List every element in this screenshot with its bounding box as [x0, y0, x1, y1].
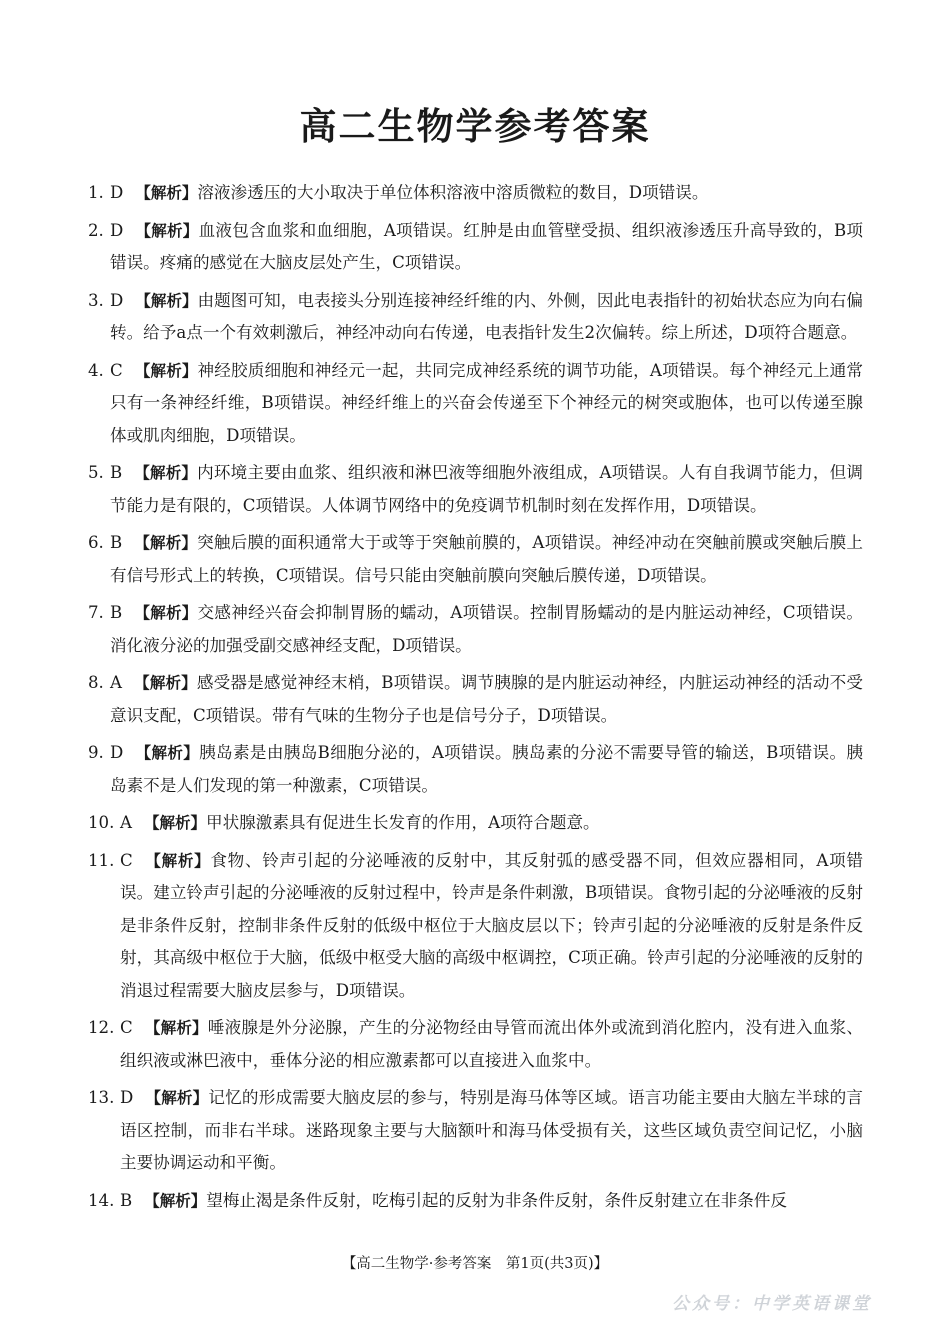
answer-choice: B — [110, 603, 123, 622]
analysis-text: 望梅止渴是条件反射，吃梅引起的反射为非条件反射，条件反射建立在非条件反 — [206, 1190, 787, 1210]
answer-choice: B — [110, 533, 123, 552]
question-number: 10. — [88, 813, 115, 832]
answer-list — [88, 177, 863, 1222]
question-number: 6. — [88, 533, 104, 552]
question-number: 11. — [88, 850, 115, 870]
answer-item — [88, 177, 863, 210]
analysis-text: 由题图可知，电表接头分别连接神经纤维的内、外侧，因此电表指针的初始状态应为向右偏转。给予a点一个有效刺激后，神经冲动向右传递，电表指针发生2次偏转。综上所述，D项符合题意。 — [110, 290, 863, 342]
answer-item — [88, 807, 863, 840]
question-number: 2. — [88, 220, 104, 240]
answer-item — [88, 667, 863, 732]
answer-choice: B — [120, 1190, 133, 1210]
answer-item — [88, 457, 863, 522]
analysis-label: 【解析】 — [134, 534, 198, 552]
analysis-label: 【解析】 — [133, 674, 197, 692]
analysis-label: 【解析】 — [135, 221, 199, 240]
question-number: 7. — [88, 603, 104, 622]
answer-choice: D — [120, 1088, 134, 1107]
answer-choice: A — [110, 673, 122, 692]
analysis-label: 【解析】 — [135, 291, 198, 310]
analysis-label: 【解析】 — [134, 361, 198, 380]
question-number: 3. — [88, 290, 104, 310]
analysis-text: 甲状腺激素具有促进生长发育的作用，A项符合题意。 — [206, 813, 600, 832]
analysis-text: 神经胶质细胞和神经元一起，共同完成神经系统的调节功能，A项错误。每个神经元上通常只有一条神经纤维，B项错误。神经纤维上的兴奋会传递至下个神经元的树突或胞体，也可以传递至腺体或肌肉细胞，D项错误。 — [110, 360, 863, 445]
answer-item — [88, 597, 863, 662]
answer-choice: B — [110, 463, 123, 482]
answer-item — [88, 527, 863, 592]
page-title: 高二生物学参考答案 — [299, 105, 651, 148]
answer-item — [88, 1082, 863, 1180]
analysis-label: 【解析】 — [143, 814, 206, 832]
analysis-label: 【解析】 — [135, 184, 198, 202]
analysis-text: 记忆的形成需要大脑皮层的参与，特别是海马体等区域。语言功能主要由大脑左半球的言语区控制，而非右半球。迷路现象主要与大脑额叶和海马体受损有关，这些区域负责空间记忆，小脑主要协调运动和平衡。 — [120, 1088, 863, 1172]
answer-item — [88, 1012, 863, 1077]
answer-item — [88, 285, 863, 350]
question-number: 5. — [88, 463, 104, 482]
answer-item — [88, 355, 863, 453]
question-number: 13. — [88, 1088, 115, 1107]
page-footer: 【高二生物学·参考答案 第1页(共3页)】 — [341, 1256, 609, 1272]
analysis-label: 【解析】 — [134, 464, 198, 482]
answer-item — [88, 845, 863, 1008]
answer-choice: D — [110, 743, 124, 762]
analysis-label: 【解析】 — [135, 744, 200, 762]
analysis-text: 食物、铃声引起的分泌唾液的反射中，其反射弧的感受器不同，但效应器相同，A项错误。建立铃声引起的分泌唾液的反射过程中，铃声是条件刺激，B项错误。食物引起的分泌唾液的反射是非条件反射，控制非条件反射的低级中枢位于大脑皮层以下；铃声引起的分泌唾液的反射是条件反射，其高级中枢位于大脑，低级中枢受大脑的高级中枢调控，C项正确。铃声引起的分泌唾液的反射的消退过程需要大脑皮层参与，D项错误。 — [120, 850, 863, 1000]
analysis-text: 唾液腺是外分泌腺，产生的分泌物经由导管而流出体外或流到消化腔内，没有进入血浆、组织液或淋巴液中，垂体分泌的相应激素都可以直接进入血浆中。 — [120, 1018, 863, 1070]
question-number: 12. — [88, 1018, 115, 1037]
answer-choice: D — [110, 220, 124, 240]
answer-choice: C — [120, 1018, 133, 1037]
answer-choice: C — [110, 360, 123, 380]
question-number: 8. — [88, 673, 104, 692]
question-number: 1. — [88, 183, 104, 202]
answer-choice: A — [120, 813, 132, 832]
analysis-text: 感受器是感觉神经末梢，B项错误。调节胰腺的是内脏运动神经，内脏运动神经的活动不受意识支配，C项错误。带有气味的生物分子也是信号分子，D项错误。 — [110, 673, 863, 725]
analysis-label: 【解析】 — [144, 1019, 208, 1037]
question-number: 14. — [88, 1190, 115, 1210]
analysis-text: 胰岛素是由胰岛B细胞分泌的，A项错误。胰岛素的分泌不需要导管的输送，B项错误。胰岛素不是人们发现的第一种激素，C项错误。 — [110, 743, 863, 795]
answer-item — [88, 1185, 863, 1218]
analysis-text: 交感神经兴奋会抑制胃肠的蠕动，A项错误。控制胃肠蠕动的是内脏运动神经，C项错误。消化液分泌的加强受副交感神经支配，D项错误。 — [110, 603, 863, 655]
analysis-text: 血液包含血浆和血细胞，A项错误。红肿是由血管壁受损、组织液渗透压升高导致的，B项错误。疼痛的感觉在大脑皮层处产生，C项错误。 — [110, 220, 863, 272]
analysis-text: 溶液渗透压的大小取决于单位体积溶液中溶质微粒的数目，D项错误。 — [197, 183, 709, 202]
answer-item — [88, 215, 863, 280]
question-number: 4. — [88, 360, 104, 380]
answer-choice: D — [110, 183, 124, 202]
watermark: 公众号：中学英语课堂 — [672, 1294, 872, 1314]
analysis-label: 【解析】 — [144, 1191, 207, 1210]
analysis-text: 内环境主要由血浆、组织液和淋巴液等细胞外液组成，A项错误。人有自我调节能力，但调节能力是有限的，C项错误。人体调节网络中的免疫调节机制时刻在发挥作用，D项错误。 — [110, 463, 863, 515]
answer-choice: D — [110, 290, 124, 310]
analysis-text: 突触后膜的面积通常大于或等于突触前膜的，A项错误。神经冲动在突触前膜或突触后膜上有信号形式上的转换，C项错误。信号只能由突触前膜向突触后膜传递，D项错误。 — [110, 533, 863, 585]
analysis-label: 【解析】 — [145, 1089, 209, 1107]
answer-item — [88, 737, 863, 802]
analysis-label: 【解析】 — [134, 604, 198, 622]
question-number: 9. — [88, 743, 104, 762]
answer-choice: C — [120, 850, 133, 870]
analysis-label: 【解析】 — [144, 851, 211, 870]
